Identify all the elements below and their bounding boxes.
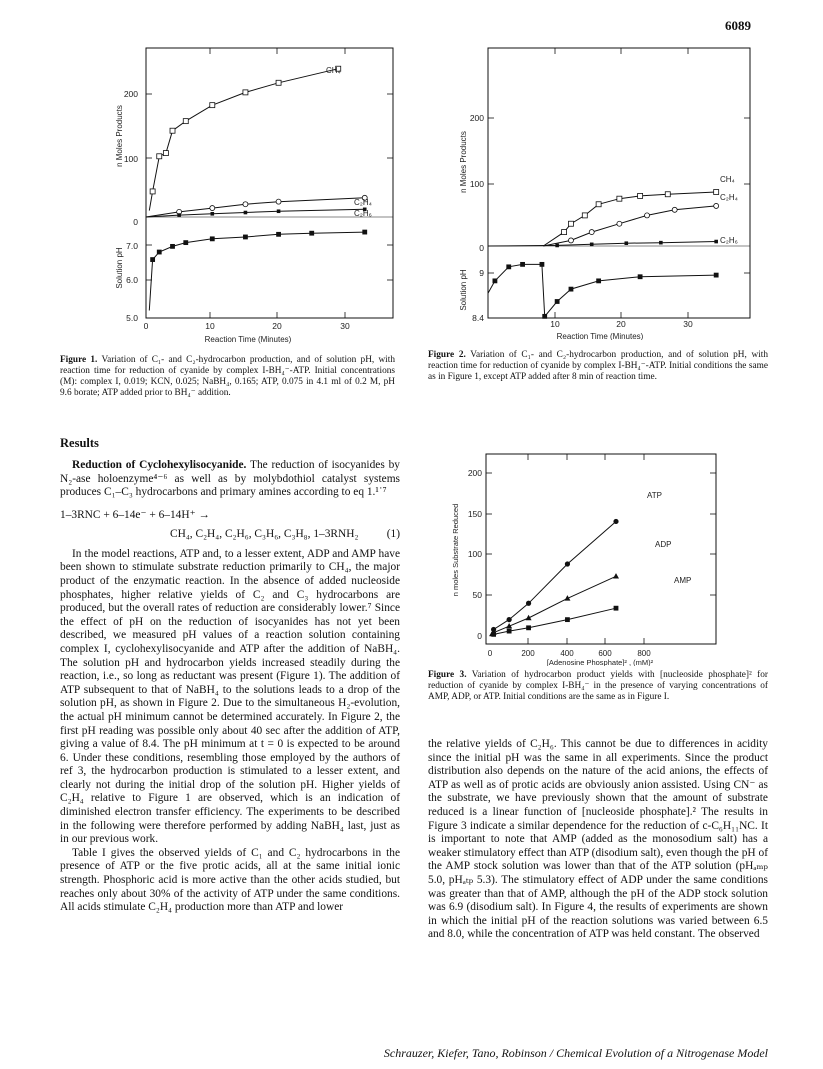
fig2-bottom-series-0-point-8	[596, 278, 601, 283]
fig3-xtick-600: 600	[598, 649, 612, 658]
page-number: 6089	[725, 18, 751, 33]
equation-line1: 1–3RNC + 6–14e⁻ + 6–14H⁺ →	[60, 508, 210, 521]
fig3-series-0-point-2	[507, 617, 512, 622]
fig3-series-0-point-5	[613, 519, 618, 524]
fig2-top-series-0-point-4	[596, 202, 601, 207]
fig2-bottom-series-0-point-3	[520, 262, 525, 267]
fig1-top-series-0-point-5	[183, 119, 188, 124]
fig2-bottom-series-0-line	[488, 264, 716, 316]
fig1-label-c2h6: C₂H₆	[354, 209, 372, 218]
figure2-caption	[428, 350, 768, 383]
fig2-top-series-1-point-3	[617, 221, 622, 226]
fig1-label-c2h4: C₂H₄	[354, 198, 372, 207]
fig2-top-series-2-point-2	[590, 243, 594, 247]
fig1-ytick-60: 6.0	[126, 275, 138, 285]
fig3-series-2-point-5	[614, 606, 619, 611]
fig1-top-series-2-point-3	[244, 211, 248, 215]
fig2-xtick-30: 30	[683, 319, 693, 329]
fig1-bottom-series-0-point-1	[150, 257, 155, 262]
fig3-series-0-point-3	[526, 601, 531, 606]
fig1-ytick-200: 200	[123, 89, 138, 99]
fig2-bottom-series-0-point-7	[569, 287, 574, 292]
fig1-top-series-0-point-3	[163, 151, 168, 156]
fig3-xtick-400: 400	[560, 649, 574, 658]
fig3-series-1-point-5	[613, 573, 619, 578]
fig1-label-ch4: CH₄	[326, 66, 341, 75]
results-subheading: Reduction of Cyclohexylisocyanide.	[72, 459, 247, 471]
results-para1: The reduction of isocyanides by N₂-ase holoenzyme⁴⁻⁶ as well as by molybdothiol catalyst systems produces C₁–C₃ hydrocarbons and primary amines according to eq 1.¹˙⁷	[60, 459, 400, 499]
fig1-ylabel-top: n Moles Products	[115, 105, 124, 167]
fig2-frame	[488, 48, 750, 318]
fig2-caption-text: Variation of C₁- and C₂-hydrocarbon production, and of solution pH, with reaction time for reduction of cyanide by complex I-BH₄⁻-ATP. Initial conditions the same as in Figure 1, except ATP added after 8 min of reaction time.	[428, 350, 769, 382]
fig1-bottom-series-0-point-4	[183, 240, 188, 245]
fig2-ytick-9: 9	[479, 268, 484, 278]
fig3-xtick-200: 200	[521, 649, 535, 658]
fig1-xtick-30: 30	[340, 321, 350, 331]
figure1-caption	[60, 355, 395, 399]
fig1-top-series-2-point-1	[177, 213, 181, 217]
right-column-text	[428, 738, 768, 942]
fig3-series-0-point-4	[565, 561, 570, 566]
fig2-bottom-series-0-point-5	[542, 314, 547, 319]
fig1-frame	[146, 48, 393, 318]
fig3-ylabel: n moles Substrate Reduced	[451, 503, 460, 597]
fig2-top-series-1-point-1	[568, 238, 573, 243]
fig2-bottom-series-0-point-2	[506, 264, 511, 269]
fig2-top-series-2-point-3	[624, 241, 628, 245]
fig2-top-series-1-point-6	[714, 203, 719, 208]
figure3-caption	[428, 670, 768, 703]
fig1-bottom-series-0-point-9	[362, 230, 367, 235]
fig2-top-series-1-point-2	[589, 230, 594, 235]
fig2-top-series-2-point-5	[714, 240, 718, 244]
figure3-chart	[428, 426, 728, 666]
fig1-bottom-series-0-point-8	[309, 231, 314, 236]
fig1-top-series-0-point-1	[150, 189, 155, 194]
fig1-top-series-0-point-8	[276, 80, 281, 85]
fig1-xtick-10: 10	[205, 321, 215, 331]
fig3-series-2-point-3	[526, 625, 531, 630]
fig3-xlabel: [Adenosine Phosphate]² , (mM)²	[546, 658, 654, 666]
results-para2-wrap	[60, 548, 400, 915]
fig2-bottom-series-0-point-4	[540, 262, 545, 267]
fig2-ytick-100: 100	[469, 179, 484, 189]
fig3-label-adp: ADP	[655, 540, 672, 549]
fig1-xtick-0: 0	[143, 321, 149, 331]
equation-number: (1)	[386, 527, 400, 540]
fig3-xtick-800: 800	[637, 649, 651, 658]
fig1-top-series-0-point-6	[210, 103, 215, 108]
fig3-caption-label: Figure 3.	[428, 670, 467, 680]
fig1-ytick-0: 0	[133, 217, 138, 227]
fig1-top-series-0-point-4	[170, 128, 175, 133]
fig1-top-series-0-point-7	[243, 90, 248, 95]
fig3-ytick-150: 150	[467, 509, 482, 519]
fig1-top-series-1-point-2	[210, 206, 215, 211]
fig2-xtick-20: 20	[616, 319, 626, 329]
fig2-top-series-2-point-4	[659, 241, 663, 245]
fig2-label-ch4: CH₄	[720, 175, 735, 184]
fig2-top-series-0-point-5	[617, 196, 622, 201]
fig2-top-series-1-point-5	[672, 207, 677, 212]
fig2-bottom-series-0-point-10	[714, 273, 719, 278]
fig2-bottom-series-0-point-6	[555, 299, 560, 304]
fig3-label-amp: AMP	[674, 576, 692, 585]
fig2-top-series-0-point-3	[582, 213, 587, 218]
fig2-top-series-1-point-4	[645, 213, 650, 218]
fig2-ytick-84: 8.4	[472, 313, 484, 323]
fig3-ytick-50: 50	[472, 590, 482, 600]
fig2-top-series-0-point-6	[638, 193, 643, 198]
fig1-bottom-series-0-point-3	[170, 244, 175, 249]
fig2-bottom-series-0-point-9	[638, 274, 643, 279]
fig2-top-series-2-line	[488, 242, 716, 247]
figure1-chart	[80, 40, 400, 345]
fig3-xtick-0: 0	[487, 649, 493, 658]
fig3-ytick-100: 100	[467, 549, 482, 559]
equation-line2-wrap	[60, 528, 400, 540]
fig1-ytick-100: 100	[123, 154, 138, 164]
fig2-ylabel-top: n Moles Products	[459, 131, 468, 193]
fig3-ytick-0: 0	[477, 631, 482, 641]
results-para2: In the model reactions, ATP and, to a lesser extent, ADP and AMP have been shown to stimulate substrate reduction primarily to CH₄, the major product of the enzymatic reaction. In the absence of added nucleoside phosphates, higher relative yields of C₂ and C₃ hydrocarbons are produced, but the overall rates of reduction are considerably lower.⁷ Since the effect of pH on the reduction of isocyanides has not yet been described, we measured pH values of a reaction solution containing complex I, cyclohexylisocyanide and ATP after the addition of NaBH₄. The solution pH and hydrocarbon yields increased steadily during the reaction, i.e., so long as reductant was present (Figure 1). The addition of ATP subsequent to that of NaBH₄ to the solutions leads to a drop of the solution pH, as shown in Figure 2. Due to the simultaneous H₂-evolution, the actual pH minimum cannot be determined accurately. In Figure 2, the first pH reading was possible only about 40 sec after the addition of ATP, giving a value of 8.4. The pH minimum at t = 0 is expected to be around 6. Under these conditions, resembling those employed by the authors of ref 3, the hydrocarbon production is stimulated to a lesser extent, and clearly not during the initial drop of the solution pH. Higher yields of C₂H₄ relative to Figure 1 are observed, which is an indication of diminished electron transfer efficiency. The experiments to be described in the following were therefore performed by adding NaBH₄ last, just as in our previous work.	[60, 547, 400, 846]
fig2-ylabel-bottom: Solution pH	[459, 269, 468, 311]
fig1-top-series-1-point-3	[243, 202, 248, 207]
equation-line2: CH₄, C₂H₄, C₂H₆, C₃H₆, C₃H₈, 1–3RNH₂	[170, 527, 359, 540]
fig3-label-atp: ATP	[647, 491, 662, 500]
fig2-top-series-2-point-1	[555, 244, 559, 248]
fig1-bottom-series-0-point-7	[276, 232, 281, 237]
fig2-top-series-0-line	[543, 192, 716, 246]
fig1-ytick-50: 5.0	[126, 313, 138, 323]
results-heading: Results	[60, 436, 99, 450]
results-para1-wrap	[60, 459, 400, 500]
fig2-top-series-0-point-8	[714, 190, 719, 195]
fig2-top-series-0-point-2	[568, 221, 573, 226]
page-footer: Schrauzer, Kiefer, Tano, Robinson / Chemical Evolution of a Nitrogenase Model	[383, 1046, 768, 1060]
fig2-ytick-0: 0	[479, 243, 484, 253]
fig3-series-2-point-4	[565, 617, 570, 622]
fig2-top-series-0-point-7	[665, 192, 670, 197]
fig3-series-2-point-2	[507, 629, 512, 634]
results-section	[60, 436, 400, 915]
fig1-top-series-1-point-4	[276, 199, 281, 204]
fig1-top-series-2-point-2	[210, 212, 214, 216]
fig2-ytick-200: 200	[469, 113, 484, 123]
figure2-chart	[430, 40, 760, 340]
fig1-xlabel: Reaction Time (Minutes)	[204, 335, 292, 344]
fig2-label-c2h6: C₂H₆	[720, 236, 738, 245]
fig2-label-c2h4: C₂H₄	[720, 193, 738, 202]
fig2-bottom-series-0-point-1	[493, 278, 498, 283]
fig2-top-series-0-point-1	[562, 230, 567, 235]
results-para3: Table I gives the observed yields of C₁ and C₂ hydrocarbons in the presence of ATP or the five protic acids, all at the same initial ionic strength. Phosphoric acid is more active than the other acids studied, but reaches only about 30% of the activity of ATP under the same conditions. All acids stimulate C₂H₄ production more than ATP and lower	[60, 846, 400, 914]
fig2-xtick-10: 10	[550, 319, 560, 329]
results-para4: the relative yields of C₂H₆. This cannot be due to differences in acidity since the initial pH was the same in all experiments. Since the product distribution also depends on the nature of the acid anions, the effects of ATP as well as of protic acids are obviously anion assisted. Using CN⁻ as the substrate, we have previously shown that the amount of substrate reduced is a linear function of [nucleoside phosphate].² The results in Figure 3 indicate a similar dependence for the reduction of c-C₆H₁₁NC. It is important to note that AMP (added as the monosodium salt) has a weaker stimulatory effect than ATP (disodium salt), even though the pH of the AMP stock solution was lower than that of the ATP solution (pHₐₘₚ 5.0, pHₐₜₚ 5.3). The stimulatory effect of ADP under the same conditions was greater than that of AMP, although the pH of the ADP stock solution was 6.9 (disodium salt). In Figure 4, the results of experiments are shown in which the initial pH of the reaction solutions was varied between 6.5 and 8.0, while the concentration of ATP was held constant. The observed	[428, 738, 768, 941]
fig3-frame	[486, 454, 716, 644]
fig1-top-series-2-point-4	[277, 209, 281, 213]
fig1-bottom-series-0-line	[149, 232, 364, 310]
fig2-xlabel: Reaction Time (Minutes)	[556, 332, 644, 340]
fig3-caption-text: Variation of hydrocarbon product yields with [nucleoside phosphate]² for reduction of cyanide by complex I-BH₄⁻ in the presence of varying concentrations of AMP, ADP, or ATP. Initial conditions are the same as in Figure I.	[428, 670, 769, 702]
fig1-caption-text: Variation of C₁- and C₂-hydrocarbon production, and of solution pH, with reaction time for reduction of cyanide by complex I-BH₄⁻-ATP. Initial concentrations (M): complex I, 0.019; KCN, 0.025; NaBH₄, 0.165; ATP, 0.075 in 4.1 ml of 0.2 M, pH 9.6 borate; ATP added prior to BH₄⁻ addition.	[60, 355, 395, 398]
fig1-caption-label: Figure 1.	[60, 355, 98, 365]
fig3-ytick-200: 200	[467, 468, 482, 478]
fig1-ytick-70: 7.0	[126, 241, 138, 251]
fig1-ylabel-bottom: Solution pH	[115, 247, 124, 289]
fig2-caption-label: Figure 2.	[428, 350, 466, 360]
fig1-top-series-0-point-2	[157, 154, 162, 159]
fig1-bottom-series-0-point-6	[243, 235, 248, 240]
fig3-series-2-point-1	[491, 632, 496, 637]
fig1-bottom-series-0-point-2	[157, 250, 162, 255]
fig1-xtick-20: 20	[272, 321, 282, 331]
fig1-bottom-series-0-point-5	[210, 236, 215, 241]
